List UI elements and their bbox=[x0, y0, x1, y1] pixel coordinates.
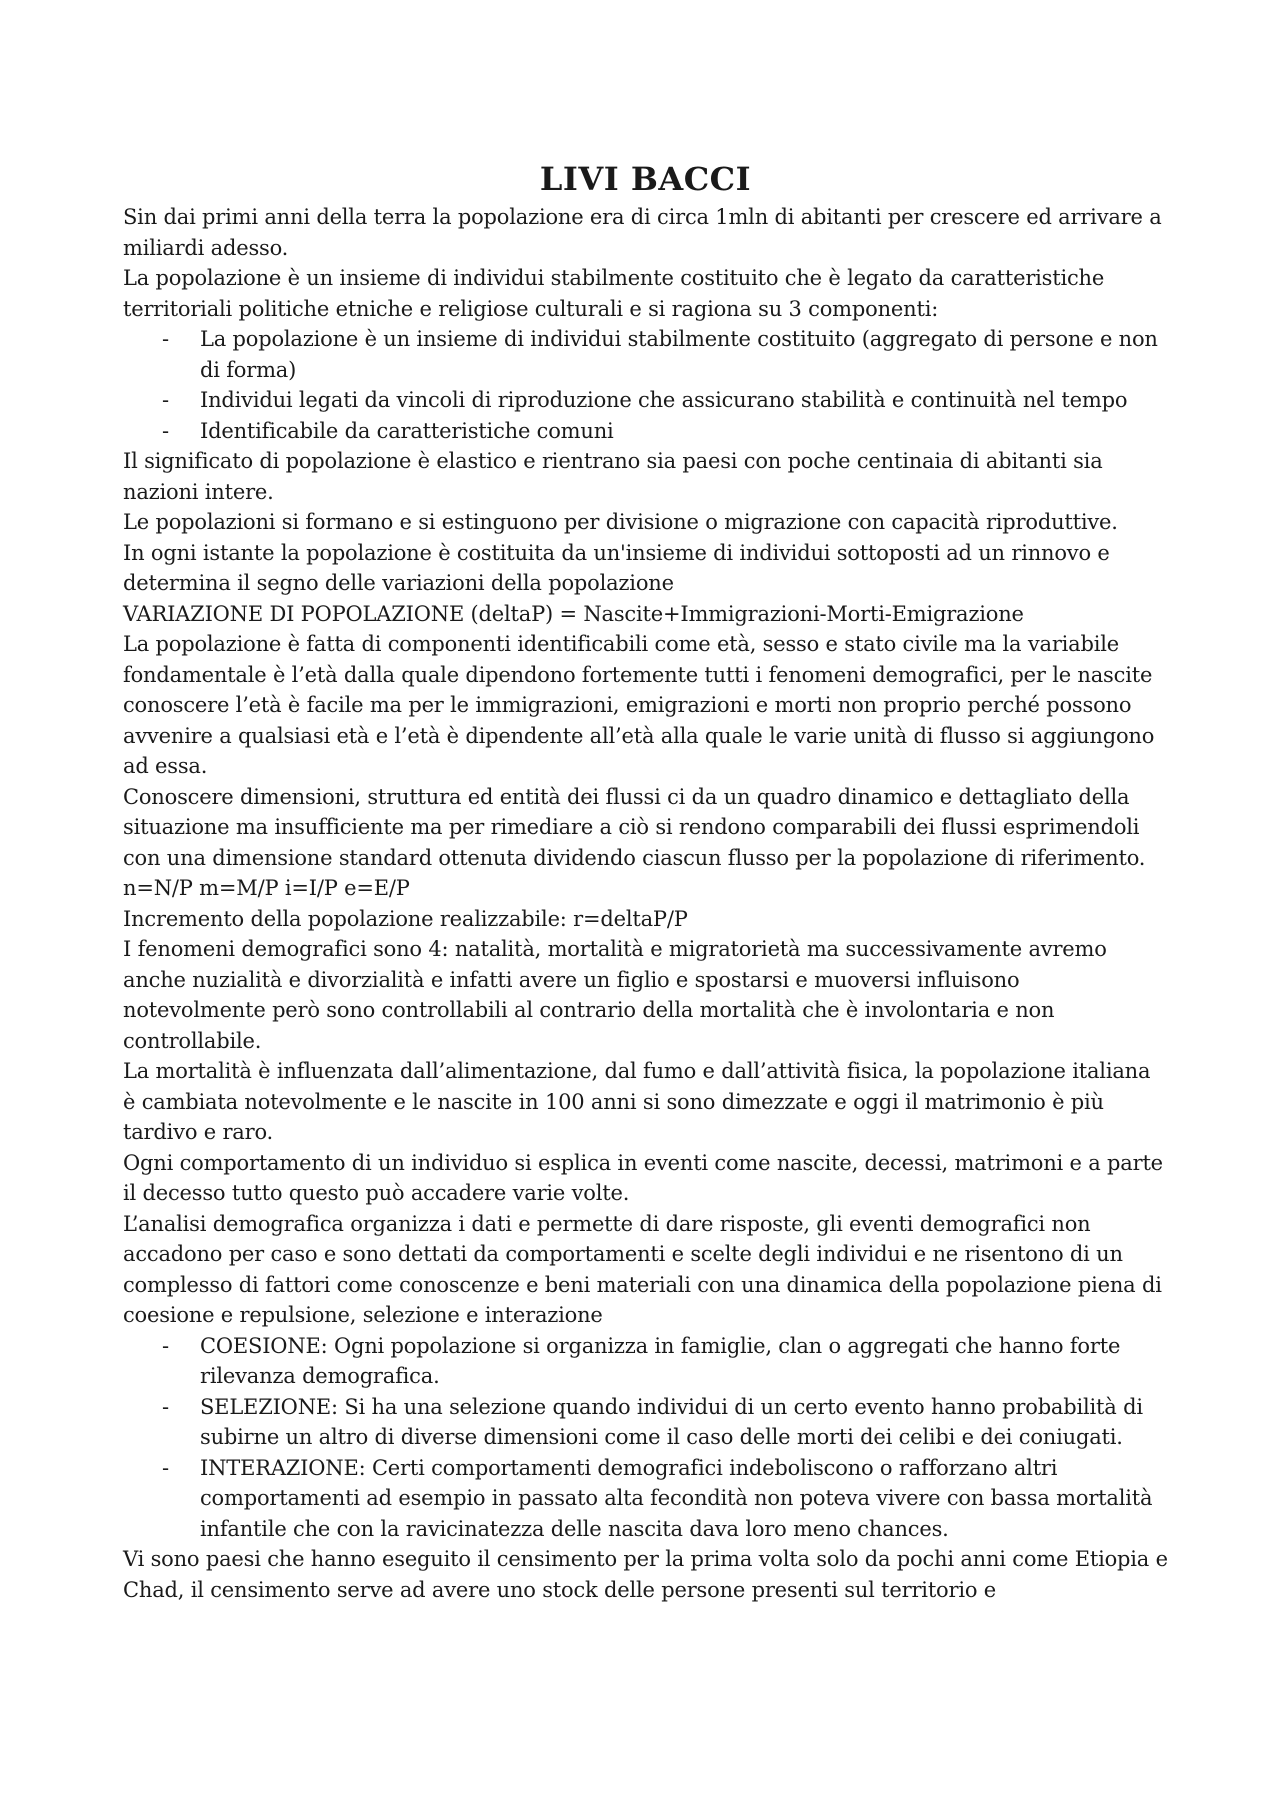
dynamics-list bbox=[123, 1331, 1168, 1545]
paragraph: La popolazione è un insieme di individui stabilmente costituito che è legato da caratteristiche territoriali politiche etniche e religiose culturali e si ragiona su 3 componenti: bbox=[123, 266, 1105, 321]
paragraph: Ogni comportamento di un individuo si esplica in eventi come nascite, decessi, matrimoni e a parte il decesso tutto questo può accadere varie volte. bbox=[123, 1150, 1163, 1205]
list-item: - SELEZIONE: Si ha una selezione quando individui di un certo evento hanno probabilità di subirne un altro di diverse dimensioni come il caso delle morti dei celibi e dei coniugati. bbox=[123, 1392, 1168, 1453]
formula-line: Incremento della popolazione realizzabile: r=deltaP/P bbox=[123, 906, 688, 931]
paragraph: I fenomeni demografici sono 4: natalità, mortalità e migratorietà ma successivamente avremo anche nuzialità e divorzialità e infatti avere un figlio e spostarsi e muoversi influisono notevolmente però sono controllabili al contrario della mortalità che è involontaria e non controllabile. bbox=[123, 937, 1107, 1053]
list-item: - COESIONE: Ogni popolazione si organizza in famiglie, clan o aggregati che hanno forte rilevanza demografica. bbox=[123, 1331, 1168, 1392]
document-title: LIVI BACCI bbox=[539, 160, 752, 198]
paragraph: L’analisi demografica organizza i dati e permette di dare risposte, gli eventi demografici non accadono per caso e sono dettati da comportamenti e scelte degli individui e ne risentono di un complesso di fattori come conoscenze e beni materiali con una dinamica della popolazione piena di coesione e repulsione, selezione e interazione bbox=[123, 1211, 1162, 1327]
document-body bbox=[123, 156, 1168, 1605]
paragraph: La popolazione è fatta di componenti identificabili come età, sesso e stato civile ma la variabile fondamentale è l’età dalla quale dipendono fortemente tutti i fenomeni demografici, per le nascite conoscere l’età è facile ma per le immigrazioni, emigrazioni e morti non proprio perché possono avvenire a qualsiasi età e l’età è dipendente all’età alla quale le varie unità di flusso si aggiungono ad essa. bbox=[123, 632, 1155, 778]
list-item: - La popolazione è un insieme di individui stabilmente costituito (aggregato di persone e non di forma) bbox=[123, 324, 1168, 385]
paragraph: Sin dai primi anni della terra la popolazione era di circa 1mln di abitanti per crescere ed arrivare a miliardi adesso. bbox=[123, 205, 1162, 260]
paragraph: Conoscere dimensioni, struttura ed entità dei flussi ci da un quadro dinamico e dettagliato della situazione ma insufficiente ma per rimediare a ciò si rendono comparabili dei flussi esprimendoli con una dimensione standard ottenuta dividendo ciascun flusso per la popolazione di riferimento. n=N/P m=M/P i=I/P e=E/P bbox=[123, 784, 1146, 900]
list-item: - INTERAZIONE: Certi comportamenti demografici indeboliscono o rafforzano altri comportamenti ad esempio in passato alta fecondità non poteva vivere con bassa mortalità infantile che con la ravicinatezza delle nascita dava loro meno chances. bbox=[123, 1453, 1168, 1545]
list-item: - Identificabile da caratteristiche comuni bbox=[123, 416, 1168, 447]
formula-line: VARIAZIONE DI POPOLAZIONE (deltaP) = Nascite+Immigrazioni-Morti-Emigrazione bbox=[123, 601, 1024, 626]
paragraph: In ogni istante la popolazione è costituita da un'insieme di individui sottoposti ad un rinnovo e determina il segno delle variazioni della popolazione bbox=[123, 540, 1110, 595]
paragraph: Le popolazioni si formano e si estinguono per divisione o migrazione con capacità riproduttive. bbox=[123, 510, 1118, 534]
paragraph: Il significato di popolazione è elastico e rientrano sia paesi con poche centinaia di abitanti sia nazioni intere. bbox=[123, 449, 1103, 504]
paragraph: Vi sono paesi che hanno eseguito il censimento per la prima volta solo da pochi anni come Etiopia e Chad, il censimento serve ad avere uno stock delle persone presenti sul territorio e bbox=[123, 1547, 1168, 1602]
list-item: - Individui legati da vincoli di riproduzione che assicurano stabilità e continuità nel tempo bbox=[123, 385, 1168, 416]
paragraph: La mortalità è influenzata dall’alimentazione, dal fumo e dall’attività fisica, la popolazione italiana è cambiata notevolmente e le nascite in 100 anni si sono dimezzate e oggi il matrimonio è più tardivo e raro. bbox=[123, 1059, 1151, 1144]
components-list bbox=[123, 324, 1168, 446]
